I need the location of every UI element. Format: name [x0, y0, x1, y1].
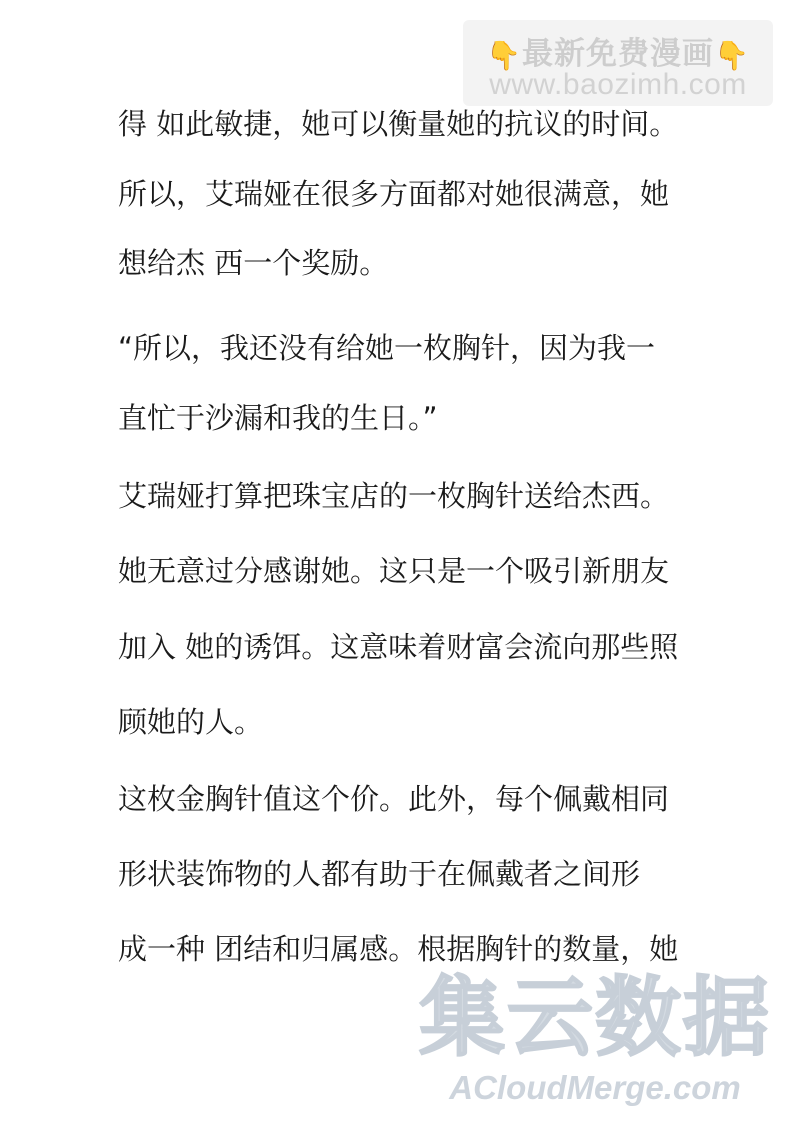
watermark-title-text: 最新免费漫画 — [522, 36, 714, 72]
text-line: 顾她的人。 — [118, 705, 264, 739]
pointing-down-hand-icon: 👇 — [714, 39, 750, 72]
pointing-down-hand-icon: 👇 — [486, 39, 522, 72]
watermark-title — [463, 28, 773, 73]
bottom-watermark — [405, 968, 785, 1115]
text-line: 成一种 团结和归属感。根据胸针的数量，她 — [118, 932, 679, 966]
watermark-logo-chinese: 集云数据 — [419, 968, 771, 1068]
text-line: 直忙于沙漏和我的生日。” — [118, 401, 438, 435]
top-watermark — [463, 20, 773, 106]
text-line: 所以，艾瑞娅在很多方面都对她很满意，她 — [118, 177, 670, 211]
text-line: 得 如此敏捷，她可以衡量她的抗议的时间。 — [118, 107, 679, 141]
text-line: “所以，我还没有给她一枚胸针，因为我一 — [118, 331, 656, 365]
text-line: 这枚金胸针值这个价。此外，每个佩戴相同 — [118, 782, 670, 816]
text-line: 加入 她的诱饵。这意味着财富会流向那些照 — [118, 630, 679, 664]
text-line: 她无意过分感谢她。这只是一个吸引新朋友 — [118, 554, 670, 588]
watermark-logo-english: ACloudMerge.com — [449, 1069, 741, 1106]
watermark-url: www.baozimh.com — [489, 68, 747, 101]
text-line: 想给杰 西一个奖励。 — [118, 246, 389, 280]
text-line: 形状装饰物的人都有助于在佩戴者之间形 — [118, 857, 641, 891]
text-line: 艾瑞娅打算把珠宝店的一枚胸针送给杰西。 — [118, 479, 670, 513]
